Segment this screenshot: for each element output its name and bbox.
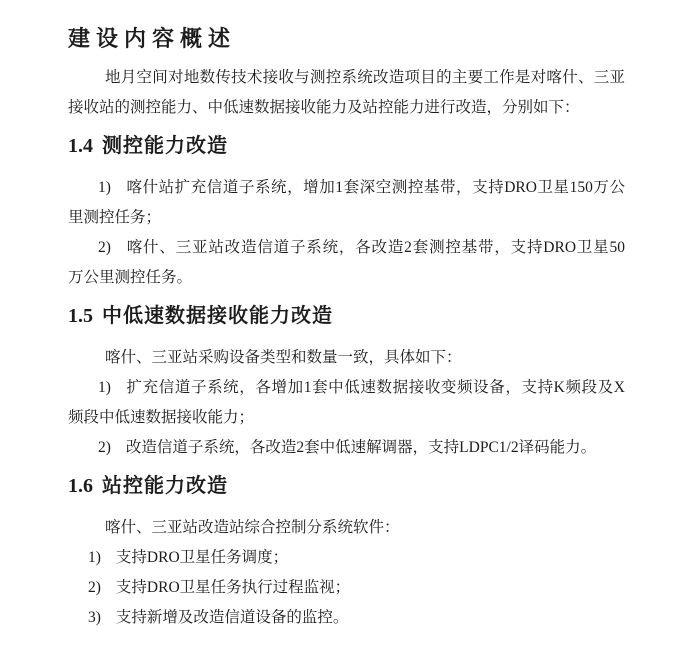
- list-item: [68, 173, 625, 233]
- list-item-first-line: [68, 233, 625, 263]
- list-item: [68, 603, 625, 633]
- section-intro: [68, 513, 625, 543]
- list-item-text: 喀什、三亚站改造信道子系统，各改造2套测控基带，支持DRO卫星50: [125, 239, 625, 256]
- list-item: [68, 233, 625, 293]
- section-intro: [68, 343, 625, 373]
- section-heading-1-6: [68, 473, 625, 499]
- list-item-first-line: [68, 433, 625, 463]
- list-item: [68, 373, 625, 433]
- paragraph-line: 接收站的测控能力、中低速数据接收能力及站控能力进行改造，分别如下：: [68, 99, 580, 116]
- list-item: [68, 433, 625, 463]
- section-title: 站控能力改造: [102, 475, 228, 497]
- section-title: 测控能力改造: [102, 135, 228, 157]
- list-item-continuation: 里测控任务；: [68, 209, 162, 226]
- section-number: 1.4: [68, 135, 93, 157]
- list-item-number: 1): [98, 179, 111, 196]
- list-item-text: 喀什站扩充信道子系统，增加1套深空测控基带，支持DRO卫星150万公: [125, 179, 625, 196]
- list-item-number: 3): [88, 609, 101, 626]
- list-item-text: 支持DRO卫星任务调度；: [115, 549, 289, 566]
- list-item-text: 支持新增及改造信道设备的监控。: [115, 609, 349, 626]
- document-title: 建设内容概述: [68, 26, 237, 51]
- list-item-number: 2): [98, 239, 111, 256]
- list-item: [68, 543, 625, 573]
- section-title: 中低速数据接收能力改造: [102, 305, 333, 327]
- list-item-text: 改造信道子系统，各改造2套中低速解调器，支持LDPC1/2译码能力。: [125, 439, 597, 456]
- list-item-first-line: [68, 373, 625, 403]
- list-item-continuation: 频段中低速数据接收能力；: [68, 409, 255, 426]
- list-item-first-line: [68, 173, 625, 203]
- paragraph-line: 喀什、三亚站采购设备类型和数量一致，具体如下：: [105, 349, 462, 366]
- paragraph-line: 喀什、三亚站改造站综合控制分系统软件：: [105, 519, 400, 536]
- list-item-first-line: [68, 603, 625, 633]
- list-item-number: 2): [98, 439, 111, 456]
- list-item: [68, 573, 625, 603]
- section-heading-1-4: [68, 133, 625, 159]
- section-number: 1.6: [68, 475, 93, 497]
- intro-paragraph: [68, 63, 625, 123]
- list-item-number: 2): [88, 579, 101, 596]
- section-number: 1.5: [68, 305, 93, 327]
- list-item-text: 扩充信道子系统，各增加1套中低速数据接收变频设备，支持K频段及X: [125, 379, 625, 396]
- list-item-number: 1): [98, 379, 111, 396]
- paragraph-line: 地月空间对地数传技术接收与测控系统改造项目的主要工作是对喀什、三亚: [105, 69, 625, 86]
- list-item-number: 1): [88, 549, 101, 566]
- list-item-first-line: [68, 543, 625, 573]
- list-item-first-line: [68, 573, 625, 603]
- section-heading-1-5: [68, 303, 625, 329]
- list-item-continuation: 万公里测控任务。: [68, 269, 193, 286]
- list-item-text: 支持DRO卫星任务执行过程监视；: [115, 579, 351, 596]
